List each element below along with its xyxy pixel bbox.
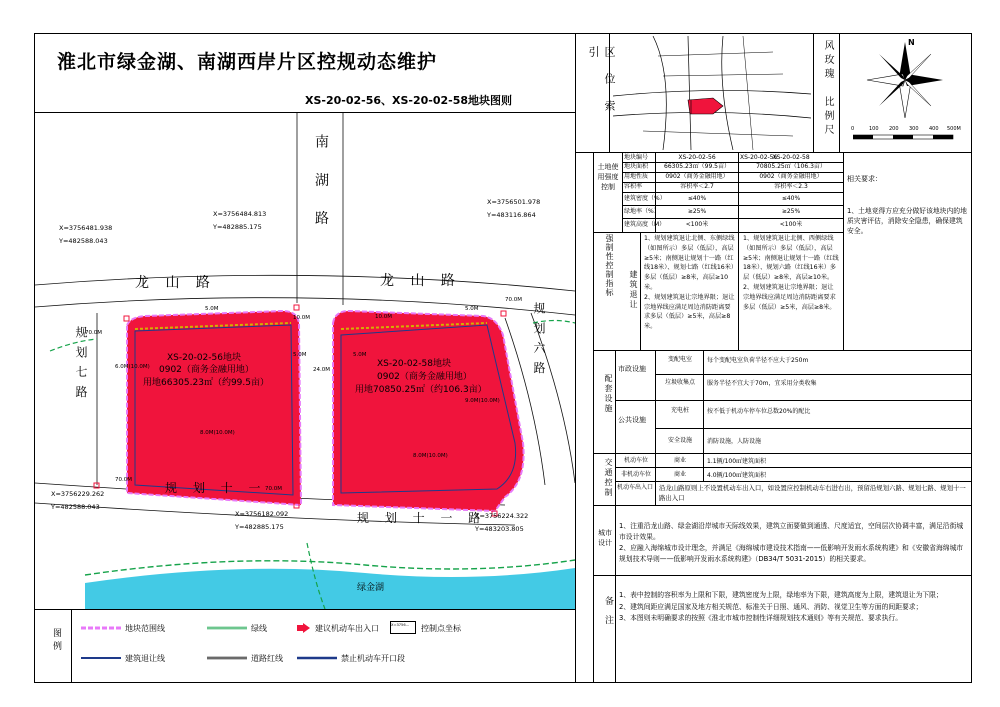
group-land-label: 土地使用强度控制 bbox=[597, 163, 619, 191]
dim-5m-b: 5.0M bbox=[465, 306, 479, 312]
dim-8-10-b: 8.0M(10.0M) bbox=[413, 453, 448, 459]
compass-icon bbox=[865, 40, 945, 120]
row-height-label: 建筑高度（M） bbox=[624, 221, 666, 228]
scale-label: 比例尺 bbox=[822, 96, 833, 138]
parking-1-text: 4.0辆/100㎡建筑面积 bbox=[707, 472, 767, 479]
related-title: 相关要求： bbox=[847, 175, 882, 183]
entrance-text: 沿龙山路原则上不设置机动车出入口，如设置应控制机动车右进右出，预留沿规划六路、规划七路、规划十一路出入口 bbox=[659, 484, 966, 502]
setback-label: 建筑退让 bbox=[629, 270, 638, 310]
row-height-58: <100米 bbox=[779, 221, 803, 228]
facility-3-text: 消防设施，人防设施 bbox=[707, 438, 762, 445]
dim-70m-b: 70.0M bbox=[265, 486, 282, 492]
dim-6-10: 6.0M(10.0M) bbox=[115, 364, 150, 370]
group-notes-label: 备注 bbox=[603, 596, 613, 634]
parcel-56-id: XS-20-02-56地块 bbox=[167, 353, 241, 363]
row-green-56: ≥25% bbox=[687, 208, 707, 215]
top-right-panel bbox=[575, 34, 972, 153]
coord-bl-x: X=3756229.262 bbox=[51, 490, 105, 498]
dim-10m-a: 10.0M bbox=[293, 315, 310, 321]
row-density-58: ≤40% bbox=[781, 195, 801, 202]
legend-entrance: 建议机动车出入口 bbox=[315, 624, 379, 633]
scale-tick-5: 500M bbox=[947, 126, 961, 132]
plan-road-11-label-west: 规 划 十 一 bbox=[165, 481, 267, 495]
coord-tl-y: Y=482588.043 bbox=[59, 237, 108, 245]
wind-rose-label: 风玫瑰 bbox=[822, 40, 833, 82]
scale-tick-0: 0 bbox=[851, 126, 855, 132]
longshan-road-label-west: 龙 山 路 bbox=[135, 275, 216, 291]
coord-bm-x: X=3756182.092 bbox=[235, 510, 289, 518]
row-area-56: 66305.23㎡（99.5亩） bbox=[664, 163, 730, 170]
coord-bl-y: Y=482588.043 bbox=[51, 503, 100, 511]
parking-1-label: 非机动车位 bbox=[620, 471, 651, 478]
page-title: 淮北市绿金湖、南湖西岸片区控规动态维护 bbox=[57, 51, 438, 73]
plan-road-11-label-east: 规 划 十 一 路 bbox=[357, 511, 487, 525]
scale-tick-1: 100 bbox=[869, 126, 879, 132]
dim-70m-d: 70.0M bbox=[85, 330, 102, 336]
row-far-58: 容积率＜2.3 bbox=[774, 183, 808, 190]
hdr-58-text: XS-20-02-58 bbox=[772, 154, 810, 161]
legend-parcel-boundary: 地块范围线 bbox=[125, 624, 165, 633]
row-use-58: 0902（商务金融用地） bbox=[759, 173, 823, 180]
parcel-58-id: XS-20-02-58地块 bbox=[377, 359, 451, 369]
notes-text: 1、表中控制的容积率为上限和下限，建筑密度为上限，绿地率为下限，建筑高度为上限，建筑退让为下限； 2、建筑间距应满足国家及地方相关规范、标准关于日照、通风、消防、视觉卫生等方面的间距要求； 3、本图则未明确要求的按照《淮北市城市控制性详细规划技术通则》等有关规范、要求执行。 bbox=[619, 591, 943, 622]
coord-tm-y: Y=482885.175 bbox=[213, 223, 262, 231]
dim-24m: 24.0M bbox=[313, 367, 330, 373]
municipal-label: 市政设施 bbox=[618, 365, 646, 373]
legend-setback-line: 建筑退让线 bbox=[125, 654, 165, 663]
hdr-56-text: XS-20-02-56 bbox=[678, 154, 716, 161]
nanhu-road-label: 南 湖 路 bbox=[313, 134, 329, 235]
dim-70m-a: 70.0M bbox=[115, 477, 132, 483]
setback-56-text: 1、规划建筑退让北侧、东侧绿线（如图所示）多层（低层），高层≥5米；南侧退让规划十一路（红线18米）、规划七路（红线16米）多层（低层）≥8米，高层≥10米。 2、规划建筑退让宗地界限；退让宗地界线应满足周边消防距离要求多层（低层）≥5米，高层≥8米。 bbox=[644, 235, 735, 331]
facility-1-label: 垃圾收集点 bbox=[664, 379, 695, 386]
facility-2-label: 充电桩 bbox=[670, 407, 689, 414]
design-text: 1、注重沿龙山路、绿金湖沿岸城市天际线效果，建筑立面要做到通透、尺度适宜，空间层次协调丰富，满足沿街城市设计效果。 2、应融入海绵城市设计理念，并满足《海绵城市建设技术指南——低影响开发雨水系统构建》和《安徽省海绵城市规划技术导则——低影响开发雨水系统构建》（DB34/T 5031-2015）的相关要求。 bbox=[619, 522, 964, 563]
row-density-label: 建筑密度（%） bbox=[624, 195, 666, 202]
row-density-56: ≤40% bbox=[687, 195, 707, 202]
parking-0-text: 1.1辆/100㎡建筑面积 bbox=[707, 458, 767, 465]
entrance-label: 机动车出入口 bbox=[617, 484, 654, 491]
parcel-56-shape bbox=[127, 311, 301, 505]
setback-58-text: 1、规划建筑退让北侧、西侧绿线（如图所示）多层（低层），高层≥5米；南侧退让规划十一路（红线18米）、规划六路（红线16米）多层（低层）≥8米，高层≥10米。 2、规划建筑退让宗地界限；退让宗地界线应满足周边消防距离要求多层（低层）≥5米，高层≥8米。 bbox=[743, 235, 839, 311]
dim-5m-a: 5.0M bbox=[205, 306, 219, 312]
legend-green-line: 绿线 bbox=[251, 624, 267, 633]
parcel-56-use: 0902（商务金融用地） bbox=[159, 365, 254, 375]
facility-0-label: 变配电室 bbox=[667, 356, 692, 363]
dim-9-10: 9.0M(10.0M) bbox=[465, 398, 500, 404]
public-label: 公共设施 bbox=[618, 416, 646, 424]
longshan-road-label-east: 龙 山 路 bbox=[380, 273, 461, 289]
row-height-56: <100米 bbox=[685, 221, 709, 228]
row-use-56: 0902（商务金融用地） bbox=[665, 173, 729, 180]
parking-1-kind: 商业 bbox=[673, 471, 686, 478]
plan-road-7-label: 规 划 七 路 bbox=[74, 326, 88, 400]
lake-label: 绿金湖 bbox=[357, 583, 385, 593]
dim-10m-b: 10.0M bbox=[375, 314, 392, 320]
legend-control-point: 控制点坐标 bbox=[421, 624, 461, 633]
location-map bbox=[613, 36, 811, 150]
row-green-label: 绿地率（%） bbox=[624, 208, 660, 215]
scale-bar bbox=[853, 134, 963, 140]
coord-tr-x: X=3756501.978 bbox=[487, 198, 541, 206]
scale-tick-2: 200 bbox=[889, 126, 899, 132]
legend-coord-sample: X=3756... bbox=[391, 623, 410, 627]
row-green-58: ≥25% bbox=[781, 208, 801, 215]
coord-bm-y: Y=482885.175 bbox=[235, 523, 284, 531]
dim-70m-c: 70.0M bbox=[505, 297, 522, 303]
legend-road-red-line: 道路红线 bbox=[251, 654, 283, 663]
row-far-56: 容积率＜2.7 bbox=[680, 183, 714, 190]
related-text: 1、土地竞得方应充分做好该地块内的地质灾害评估，消除安全隐患，确保建筑安全。 bbox=[847, 207, 967, 235]
coord-tr-y: Y=483116.864 bbox=[487, 211, 536, 219]
facility-2-text: 按不低于机动车停车位总数20%的配比 bbox=[707, 408, 811, 415]
coord-tm-x: X=3756484.813 bbox=[213, 210, 267, 218]
coord-tl-x: X=3756481.938 bbox=[59, 224, 113, 232]
parcel-58-shape bbox=[333, 311, 524, 511]
legend bbox=[35, 609, 575, 683]
map-svg bbox=[35, 113, 575, 609]
coord-br-x: X=3756224.322 bbox=[475, 512, 529, 520]
parcel-58-area: 用地70850.25㎡（约106.3亩） bbox=[355, 385, 487, 395]
parcel-58-use: 0902（商务金融用地） bbox=[377, 372, 472, 382]
coord-br-y: Y=483203.805 bbox=[475, 525, 524, 533]
parcel-56-area: 用地66305.23㎡（约99.5亩） bbox=[143, 378, 269, 388]
compass-north: N bbox=[908, 38, 915, 47]
row-area-label: 地块面积 bbox=[624, 163, 649, 170]
page-subtitle: XS-20-02-56、XS-20-02-58地块图则 bbox=[305, 94, 513, 107]
plan-road-6-label: 规 划 六 路 bbox=[532, 302, 546, 376]
hdr-label: 地块编号 bbox=[624, 154, 649, 161]
group-traffic-label: 交通控制 bbox=[604, 458, 613, 498]
parking-0-label: 机动车位 bbox=[623, 457, 648, 464]
row-use-label: 用地性质 bbox=[624, 173, 649, 180]
facility-1-text: 服务半径不宜大于70m，宜采用分类收集 bbox=[707, 380, 817, 387]
dim-8-10-a: 8.0M(10.0M) bbox=[200, 430, 235, 436]
dim-5m-d: 5.0M bbox=[353, 352, 367, 358]
row-area-58: 70805.25㎡（106.3亩） bbox=[756, 163, 826, 170]
location-index-label: 区位索引 bbox=[587, 46, 616, 127]
parking-0-kind: 商业 bbox=[673, 457, 686, 464]
scale-tick-4: 400 bbox=[929, 126, 939, 132]
facility-3-label: 安全设施 bbox=[667, 437, 692, 444]
dim-5m-c: 5.0M bbox=[293, 352, 307, 358]
legend-no-entrance: 禁止机动车开口段 bbox=[341, 654, 405, 663]
scale-tick-3: 300 bbox=[909, 126, 919, 132]
facility-0-text: 每个变配电室负荷半径不应大于250m bbox=[707, 357, 809, 364]
group-design-label: 城市设计 bbox=[598, 529, 612, 547]
legend-title: 图例 bbox=[51, 628, 61, 654]
group-mandatory-label: 强制性控制指标 bbox=[605, 234, 614, 297]
drawing-frame: 淮北市绿金湖、南湖西岸片区控规动态维护 XS-20-02-56、XS-20-02-58地块图则 南 湖 路 龙 山 路 龙 山 路 规 划 七 路 规 划 六 路 规 划 十 一 规 划 十 一 路 绿金湖 XS-20-02-56地块 0902（商务金融用地） 用地66305.23㎡（约99.5亩） XS-20-02-58地块 0902（商务金融用地） 用地70850.25㎡（约106.3亩） 5.0M 10.0M 10.0M 5.0M 5.0M 5.0M 24.0M 6.0M(10.0M) 9.0M(10.0M) 8.0M(10.0M) 8.0M(10.0M) 70.0M 70.0M 70.0M 70.0M X=3756481.938 Y=482588.043 X=3756484.813 Y=482885.175 X=3756501.978 Y=483116.864 X=3756229.262 Y=482588.043 X=3756182.092 Y=482885.175 X=3756224.322 Y=483203.805 图例 地块范围线 绿线 建议机动车出入口 X=3756... 控制点坐标 建筑退让线 道路红线 禁止机动车开口段 区位索引 风玫瑰 比例尺 N 0 100 200 300 400 500M 土地使用强度控制 地块编号 XS-20-02-56 XS-20-02-56 XS-20-02-58 地块面积 66305.23㎡（99.5亩） 70805.25㎡（106.3亩） 用地性质 0902（商务金融用地） 0902（商务金融用地） 容积率 容积率＜2.7 容积率＜2.3 建筑密度（%） ≤40% ≤40% 绿地率（%） ≥25% ≥25% 建筑高度（M） <100米 <100米 相关要求： 1、土地竞得方应充分做好该地块内的地质灾害评估，消除安全隐患，确保建筑安全。 强制性控制指标 建筑退让 1、规划建筑退让北侧、东侧绿线（如图所示）多层（低层），高层≥5米；南侧退让规划十一路（红线18米）、规划七路（红线16米）多层（低层）≥8米，高层≥10米。 2、规划建筑退让宗地界限；退让宗地界线应满足周边消防距离要求多层（低层）≥5米，高层≥8米。 1、规划建筑退让北侧、西侧绿线（如图所示）多层（低层），高层≥5米；南侧退让规划十一路（红线18米）、规划六路（红线16米）多层（低层）≥8米，高层≥10米。 2、规划建筑退让宗地界限；退让宗地界线应满足周边消防距离要求多层（低层）≥5米，高层≥8米。 配套设施 市政设施 公共设施 变配电室 每个变配电室负荷半径不应大于250m 垃圾收集点 服务半径不宜大于70m，宜采用分类收集 充电桩 按不低于机动车停车位总数20%的配比 安全设施 消防设施，人防设施 交通控制 机动车位 商业 1.1辆/100㎡建筑面积 非机动车位 商业 4.0辆/100㎡建筑面积 机动车出入口 沿龙山路原则上不设置机动车出入口，如设置应控制机动车右进右出，预留沿规划六路、规划七路、规划十一路出入口 城市设计 1、注重沿龙山路、绿金湖沿岸城市天际线效果，建筑立面要做到通透、尺度适宜，空间层次协调丰富，满足沿街城市设计效果。 2、应融入海绵城市设计理念，并满足《海绵城市建设技术指南——低影响开发雨水系统构建》和《安徽省海绵城市规划技术导则——低影响开发雨水系统构建》（DB34/T 5031-2015）的相关要求。 备注 1、表中控制的容积率为上限和下限，建筑密度为上限，绿地率为下限，建筑高度为上限，建筑退让为下限； 2、建筑间距应满足国家及地方相关规范、标准关于日照、通风、消防、视觉卫生等方面的间距要求； 3、本图则未明确要求的按照《淮北市城市控制性详细规划技术通则》等有关规范、要求执行。 bbox=[34, 33, 972, 683]
group-facility-label: 配套设施 bbox=[604, 374, 613, 414]
row-far-label: 容积率 bbox=[624, 183, 643, 190]
